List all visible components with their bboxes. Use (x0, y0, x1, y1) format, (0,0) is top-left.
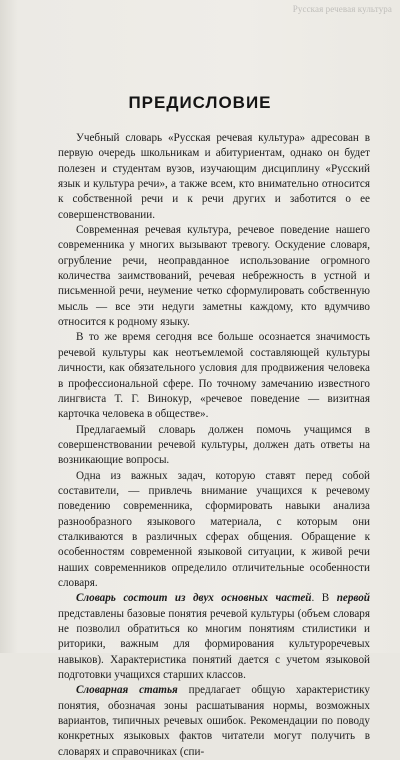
paragraph-3: В то же время сегодня все больше осознается значимость речевой культуры как неотъемлемой составляющей культуры личности, как обязательного условия для продвижения человека в профессиональной сфере. По точному замечанию известного лингвиста Т. Г. Винокур, «речевое поведение — визитная карточка человека в обществе». (58, 331, 370, 421)
paragraph-4: Предлагаемый словарь должен помочь учащимся в совершенствовании речевой культуры, должен дать ответы на возникающие вопросы. (58, 423, 370, 467)
paragraph-2: Современная речевая культура, речевое поведение нашего современника у многих вызывают тревогу. Оскудение словаря, огрубление речи, неоправданное использование огромного количества заимствований, речевая небрежность в устной и письменной речи, неумение четко сформулировать собственную мысль — все эти недуги заметны каждому, кто вдумчиво относится к родному языку. (58, 224, 370, 329)
bleed-through-text: Русская речевая культура (292, 4, 392, 14)
emphasis-dictionary-parts: Словарь состоит из двух основных частей (76, 592, 312, 605)
paragraph-7 (58, 683, 370, 760)
emphasis-dictionary-entry: Словарная статья (76, 684, 178, 697)
emphasis-first: первой (336, 592, 370, 605)
paragraph-6-text: представлены базовые понятия речевой культуры (объем словаря не позволил обратиться ко многим понятиям стилистики и риторики, важным для формирования культуроречевых навыков). Характеристика понятий дается с учетом языковой подготовки учащихся старших классов. (58, 607, 370, 682)
preface-body (58, 131, 370, 760)
paragraph-5: Одна из важных задач, которую ставят перед собой составители, — привлечь внимание учащихся к речевому поведению современника, сформировать навыки анализа разнообразного языкового материала, с которым они сталкиваются в различных сферах общения. Обращение к особенностям современной языковой ситуации, к живой речи наших современников определило отличительные особенности словаря. (58, 469, 370, 589)
paragraph-1: Учебный словарь «Русская речевая культура» адресован в первую очередь школьникам и абитуриентам, однако он будет полезен и студентам вузов, изучающим дисциплину «Русский язык и культура речи», а также всем, кто внимательно относится к собственной речи и к речи других и заботится о ее совершенствовании. (58, 132, 370, 221)
page-title: ПРЕДИСЛОВИЕ (128, 93, 272, 112)
paragraph-6 (58, 591, 370, 683)
paragraph-6-connector: . В (311, 592, 337, 605)
paragraph-7-text: предлагает общую характеристику понятия, обозначая зоны расшатывания нормы, возможных вариантов, типичных речевых ошибок. Рекомендации по поводу конкретных языковых фактов читатели могут получить в словарях и справочниках (спи- (58, 684, 370, 758)
